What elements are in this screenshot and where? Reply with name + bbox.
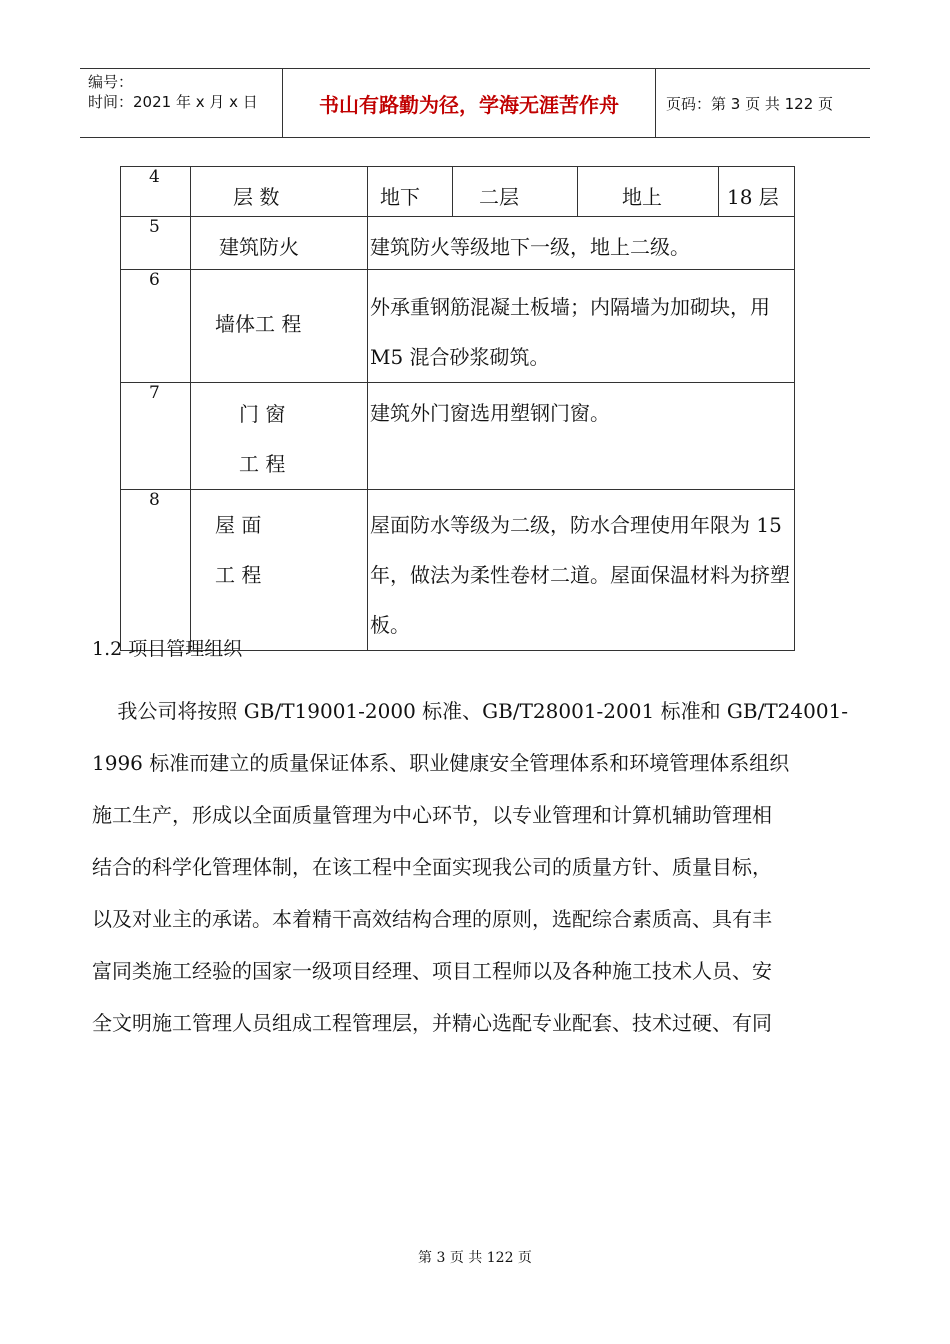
project-overview-table — [120, 166, 795, 651]
section-title: 1.2 项目管理组织 — [92, 638, 243, 660]
row-name: 建筑防火 — [191, 217, 368, 270]
page-footer: 第 3 页 共 122 页 — [418, 1250, 532, 1266]
row-number: 7 — [121, 383, 191, 490]
paragraph-line: 我公司将按照 GB/T19001-2000 标准、GB/T28001-2001 标准和 GB/T24001- — [92, 699, 849, 723]
header-page-number: 页码：第 3 页 共 122 页 — [666, 94, 834, 113]
paragraph-line: 富同类施工经验的国家一级项目经理、项目工程师以及各种施工技术人员、安 — [92, 959, 772, 983]
table-row — [121, 490, 795, 651]
table-row — [121, 217, 795, 270]
paragraph-line: 全文明施工管理人员组成工程管理层，并精心选配专业配套、技术过硬、有同 — [92, 1011, 772, 1035]
paragraph-line: 结合的科学化管理体制，在该工程中全面实现我公司的质量方针、质量目标， — [92, 855, 772, 879]
header-slogan: 书山有路勤为径，学海无涯苦作舟 — [283, 69, 656, 137]
body-paragraph — [92, 685, 862, 1049]
doc-time: 时间：2021 年 x 月 x 日 — [88, 93, 258, 111]
row-name: 层 数 — [191, 167, 368, 217]
header-meta — [80, 69, 283, 137]
row-content: 外承重钢筋混凝土板墙；内隔墙为加砌块，用 M5 混合砂浆砌筑。 — [368, 270, 795, 383]
doc-code: 编号： — [88, 73, 134, 91]
table-row — [121, 167, 795, 217]
cell-underground-value: 二层 — [453, 167, 578, 216]
table-row — [121, 383, 795, 490]
cell-above-label: 地上 — [578, 167, 719, 216]
row-number: 8 — [121, 490, 191, 651]
row-content: 建筑外门窗选用塑钢门窗。 — [368, 383, 795, 490]
paragraph-line: 1996 标准而建立的质量保证体系、职业健康安全管理体系和环境管理体系组织 — [92, 751, 790, 775]
page-header — [80, 68, 870, 138]
row-content: 屋面防水等级为二级，防水合理使用年限为 15 年，做法为柔性卷材二道。屋面保温材料为挤塑 板。 — [368, 490, 795, 651]
row-name: 屋 面 工 程 — [191, 490, 368, 651]
row-number: 4 — [121, 167, 191, 217]
row-number: 6 — [121, 270, 191, 383]
cell-above-value: 18 层 — [727, 185, 779, 209]
table-row — [121, 270, 795, 383]
cell-underground-label: 地下 — [368, 167, 453, 216]
row-name: 门 窗 工 程 — [191, 383, 368, 490]
row-content: 建筑防火等级地下一级，地上二级。 — [368, 217, 795, 270]
row-name: 墙体工 程 — [191, 270, 368, 383]
paragraph-line: 施工生产，形成以全面质量管理为中心环节，以专业管理和计算机辅助管理相 — [92, 803, 772, 827]
paragraph-line: 以及对业主的承诺。本着精干高效结构合理的原则，选配综合素质高、具有丰 — [92, 907, 772, 931]
row-number: 5 — [121, 217, 191, 270]
